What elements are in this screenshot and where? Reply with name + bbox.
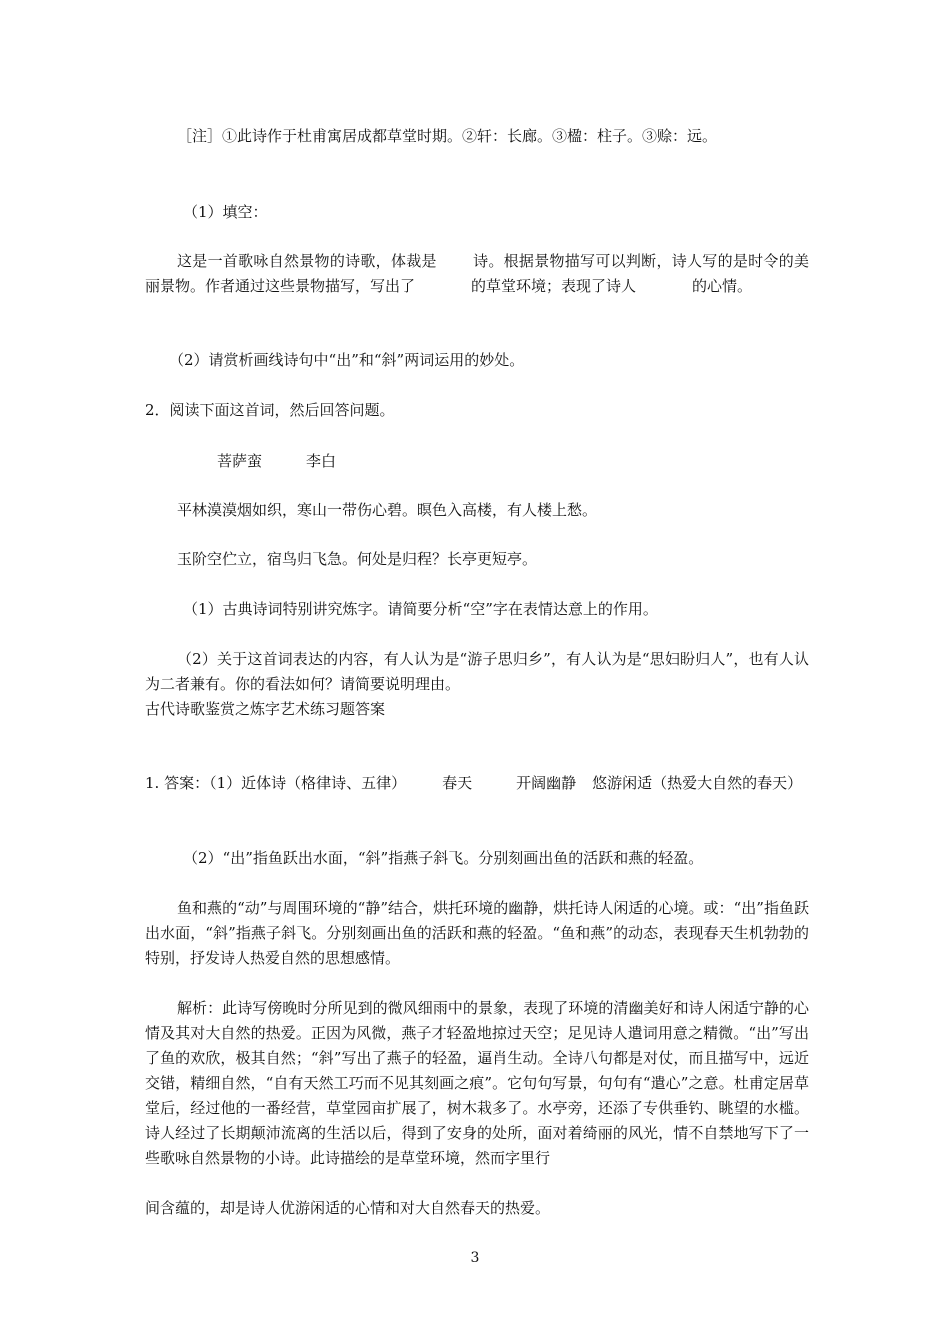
- note-paragraph: ［注］①此诗作于杜甫寓居成都草堂时期。②轩：长廊。③楹：柱子。③赊：远。: [177, 127, 718, 145]
- analysis-paragraph: 解析：此诗写傍晚时分所见到的微风细雨中的景象，表现了环境的清幽美好和诗人闲适宁静的心情及其对大自然的热爱。正因为风微，燕子才轻盈地掠过天空；足见诗人遣词用意之精微。“出”写出了鱼的欢欣，极其自然；“斜”写出了燕子的轻盈，逼肖生动。全诗八句都是对仗，而且描写中，远近交错，精细自然，“自有天然工巧而不见其刻画之痕”。它句句写景，句句有“遣心”之意。杜甫定居草堂后，经过他的一番经营，草堂园亩扩展了，树木栽多了。水亭旁，还添了专供垂钓、眺望的水槛。诗人经过了长期颠沛流离的生活以后，得到了安身的处所，面对着绮丽的风光，情不自禁地写下了一些歌咏自然景物的小诗。此诗描绘的是草堂环境，然而字里行: [145, 999, 809, 1167]
- answer1-explanation: 鱼和燕的“动”与周围环境的“静”结合，烘托环境的幽静，烘托诗人闲适的心境。或：“出”指鱼跃出水面，“斜”指燕子斜飞。分别刻画出鱼的活跃和燕的轻盈。“鱼和燕”的动态，表现春天生机勃勃的特别，抒发诗人热爱自然的思想感情。: [145, 899, 809, 967]
- q1-part1-title: （1）填空：: [183, 203, 268, 221]
- q2-intro: 2．阅读下面这首词，然后回答问题。: [145, 401, 395, 419]
- poem-title: 菩萨蛮: [217, 452, 263, 470]
- answer1-prefix: 1. 答案：（1）近体诗（格律诗、五律）: [145, 774, 407, 792]
- q1-fill-d: 的心情。: [692, 277, 753, 295]
- page-number: 3: [470, 1250, 480, 1266]
- answer1-part2: （2）“出”指鱼跃出水面，“斜”指燕子斜飞。分别刻画出鱼的活跃和燕的轻盈。: [183, 849, 704, 867]
- q1-fill-a: 这是一首歌咏自然景物的诗歌，体裁是: [177, 252, 437, 270]
- answer1-b: 开阔幽静: [516, 774, 577, 792]
- q1-fill-b: 诗。根据景物描写可以判断，诗人写的是时令的美丽景物。作者通过这些景物描写，写出了: [145, 252, 809, 295]
- q1-fill-paragraph: [145, 249, 809, 299]
- answer1-c: 悠游闲适（热爱大自然的春天）: [592, 774, 803, 792]
- q2-part1: （1）古典诗词特别讲究炼字。请简要分析“空”字在表情达意上的作用。: [183, 600, 658, 618]
- answer1-a: 春天: [442, 774, 473, 792]
- answer1-paragraph: [145, 771, 809, 796]
- poem-author: 李白: [306, 452, 337, 470]
- analysis-tail: 间含蕴的，却是诗人优游闲适的心情和对大自然春天的热爱。: [145, 1199, 551, 1217]
- q2-part2: （2）关于这首词表达的内容，有人认为是“游子思归乡”，有人认为是“思妇盼归人”，也有人认为二者兼有。你的看法如何？请简要说明理由。: [145, 650, 809, 693]
- q1-part2: （2）请赏析画线诗句中“出”和“斜”两词运用的妙处。: [169, 351, 525, 369]
- poem-line-2: 玉阶空伫立，宿鸟归飞急。何处是归程？长亭更短亭。: [177, 550, 538, 568]
- poem-line-1: 平林漠漠烟如织，寒山一带伤心碧。暝色入高楼，有人楼上愁。: [177, 501, 598, 519]
- answers-title: 古代诗歌鉴赏之炼字艺术练习题答案: [145, 700, 386, 718]
- poem-heading: [145, 449, 809, 474]
- q1-fill-c: 的草堂环境；表现了诗人: [471, 277, 637, 295]
